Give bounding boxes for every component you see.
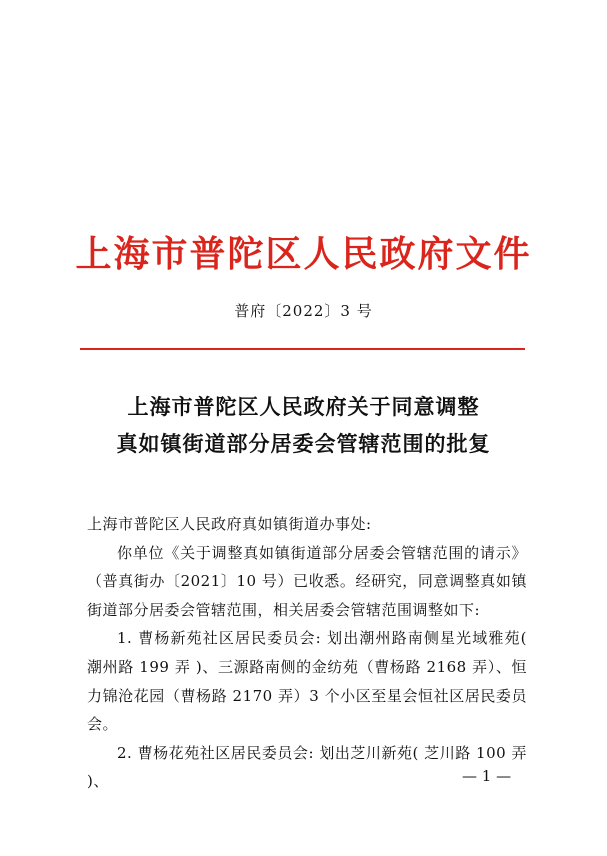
body-paragraph-intro: 你单位《关于调整真如镇街道部分居委会管辖范围的请示》（普真街办〔2021〕10 号）已收悉。经研究，同意调整真如镇街道部分居委会管辖范围，相关居委会管辖范围调整如下: [87,543,527,619]
body-paragraph-item-2: 2. 曹杨花苑社区居民委员会: 划出芝川新苑( 芝川路 100 弄 )、 [87,743,527,791]
title-line-2: 真如镇街道部分居委会管辖范围的批复 [116,431,491,456]
document-body [87,510,527,796]
title-line-1: 上海市普陀区人民政府关于同意调整 [127,394,480,419]
red-divider-line [80,348,525,350]
addressee: 上海市普陀区人民政府真如镇街道办事处: [87,515,372,533]
document-number: 普府〔2022〕3 号 [234,302,373,320]
body-paragraph-item-1: 1. 曹杨新苑社区居民委员会: 划出潮州路南侧星光域雅苑( 潮州路 199 弄 )、三源路南侧的金纺苑（曹杨路 2168 弄）、恒力锦沧花园（曹杨路 2170 弄）3 个小区至星会恒社区居民委员会。 [87,629,527,734]
document-issuer-header: 上海市普陀区人民政府文件 [75,233,532,275]
document-title [0,388,607,462]
page-number: — 1 — [462,767,512,785]
